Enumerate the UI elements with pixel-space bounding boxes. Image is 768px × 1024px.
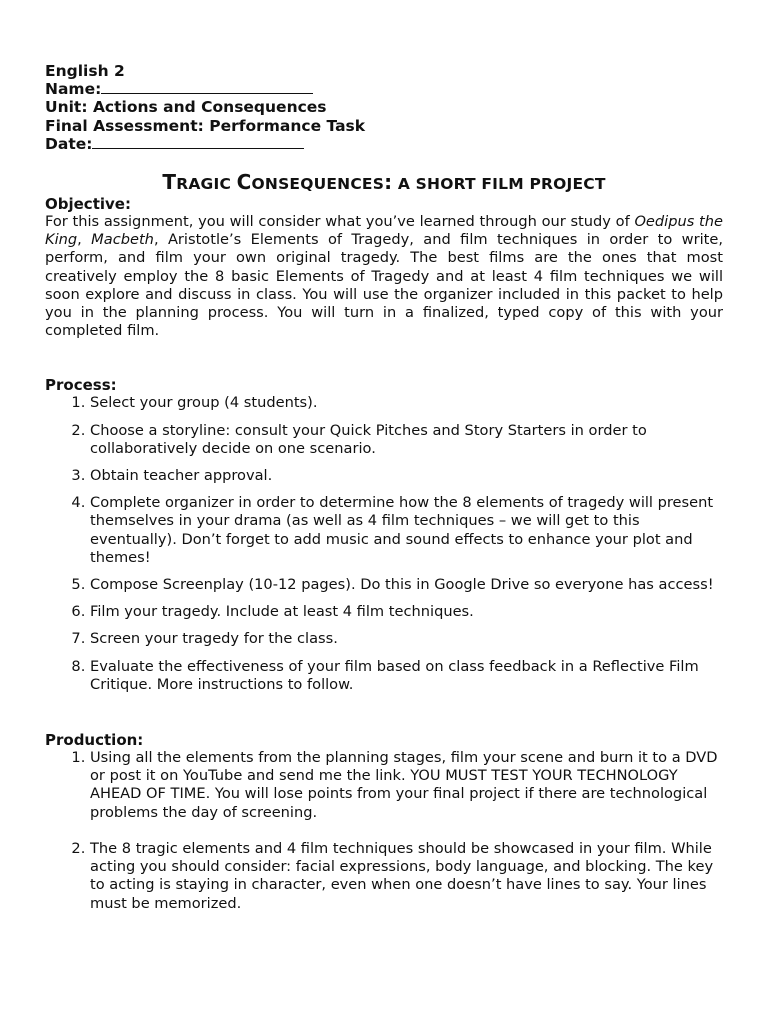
- process-step: 2. Choose a storyline: consult your Quick Pitches and Story Starters in order to collaboratively decide on one scenario.: [90, 422, 723, 458]
- production-heading: Production:: [45, 731, 144, 750]
- objective-paragraph: [45, 213, 723, 340]
- process-step: 8. Evaluate the effectiveness of your film based on class feedback in a Reflective Film Critique. More instructions to follow.: [90, 658, 723, 694]
- objective-title-macbeth: Macbeth: [91, 231, 154, 249]
- process-step: 7. Screen your tragedy for the class.: [90, 630, 723, 648]
- course-line: English 2: [45, 62, 125, 80]
- process-step: 1. Select your group (4 students).: [90, 394, 723, 412]
- production-list: [45, 749, 723, 913]
- name-blank: [101, 81, 313, 94]
- title-cap-1: T: [162, 170, 177, 195]
- document-page: [45, 62, 723, 931]
- objective-heading: Objective:: [45, 195, 131, 214]
- name-line: [45, 80, 723, 98]
- objective-text-2: ,: [77, 231, 92, 249]
- unit-line: Unit: Actions and Consequences: [45, 98, 327, 117]
- process-heading: Process:: [45, 376, 117, 395]
- title-rest-1: RAGIC: [176, 175, 237, 194]
- objective-title-oedipus: Oedipus the King: [45, 213, 724, 249]
- date-blank: [92, 136, 304, 149]
- process-step: 3. Obtain teacher approval.: [90, 467, 723, 485]
- title-rest-3: A SHORT FILM PROJECT: [392, 175, 606, 194]
- objective-text-3: , Aristotle’s Elements of Tragedy, and film techniques in order to write, perform, and film your own original tragedy. The best films are the ones that most creatively employ the 8 basic Elements of Tragedy and at least 4 film techniques we will soon explore and discuss in class. You will use the organizer included in this packet to help you in the planning process. You will turn in a finalized, typed copy of this with your completed film.: [45, 231, 724, 340]
- objective-text-1: For this assignment, you will consider what you’ve learned through our study of: [45, 213, 635, 231]
- title-cap-3: :: [384, 170, 393, 195]
- process-step: 6. Film your tragedy. Include at least 4 film techniques.: [90, 603, 723, 621]
- production-step: 1. Using all the elements from the planning stages, film your scene and burn it to a DVD or post it on YouTube and send me the link. YOU MUST TEST YOUR TECHNOLOGY AHEAD OF TIME. You will lose points from your final project if there are technological problems the day of screening.: [90, 749, 723, 822]
- process-step: 5. Compose Screenplay (10-12 pages). Do this in Google Drive so everyone has access!: [90, 576, 723, 594]
- process-step: 4. Complete organizer in order to determine how the 8 elements of tragedy will present themselves in your drama (as well as 4 film techniques – we will get to this eventually). Don’t forget to add music and sound effects to enhance your plot and themes!: [90, 494, 723, 567]
- production-step: 2. The 8 tragic elements and 4 film techniques should be showcased in your film. While acting you should consider: facial expressions, body language, and blocking. The key to acting is staying in character, even when one doesn’t have lines to say. Your lines must be memorized.: [90, 840, 723, 913]
- title-rest-2: ONSEQUENCES: [251, 175, 385, 194]
- assessment-line: Final Assessment: Performance Task: [45, 116, 366, 135]
- date-line: [45, 135, 723, 153]
- name-label: Name:: [45, 80, 102, 99]
- document-header: [45, 62, 723, 153]
- page-title: [45, 171, 723, 195]
- process-list: [45, 394, 723, 694]
- date-label: Date:: [45, 134, 93, 153]
- title-cap-2: C: [236, 170, 252, 195]
